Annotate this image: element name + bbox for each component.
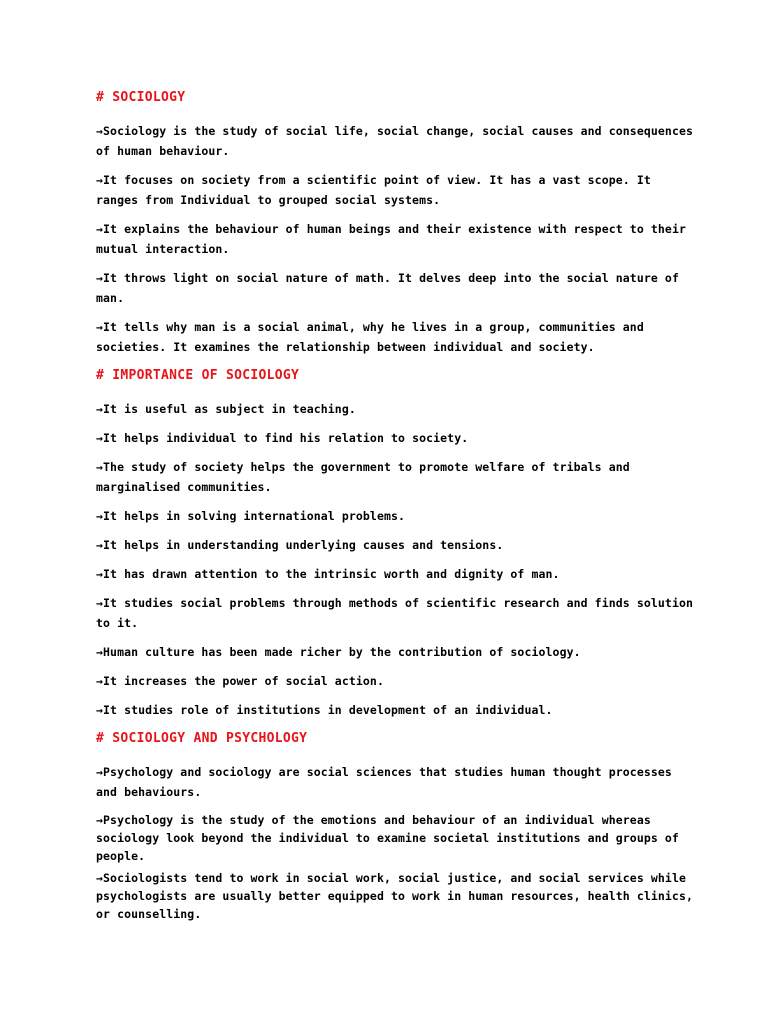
list-item: →It throws light on social nature of math. It delves deep into the social nature of man. <box>96 271 679 305</box>
arrow-icon: → <box>96 813 104 827</box>
arrow-icon: → <box>96 222 104 236</box>
list-item: →It focuses on society from a scientific point of view. It has a vast scope. It ranges from Individual to grouped social systems. <box>96 173 651 207</box>
arrow-icon: → <box>96 538 104 552</box>
list-item: →It helps individual to find his relation to society. <box>96 431 469 445</box>
arrow-icon: → <box>96 765 104 779</box>
list-item: →It is useful as subject in teaching. <box>96 402 356 416</box>
arrow-icon: → <box>96 674 104 688</box>
list-item: →It studies social problems through methods of scientific research and finds solution to it. <box>96 596 694 630</box>
arrow-icon: → <box>96 173 104 187</box>
arrow-icon: → <box>96 567 104 581</box>
arrow-icon: → <box>96 509 104 523</box>
arrow-icon: → <box>96 871 104 885</box>
arrow-icon: → <box>96 402 104 416</box>
list-item: →Sociologists tend to work in social work, social justice, and social services while psychologists are usually better equipped to work in human resources, health clinics, or counselling. <box>96 871 694 921</box>
arrow-icon: → <box>96 460 104 474</box>
list-item: →The study of society helps the government to promote welfare of tribals and marginalised communities. <box>96 460 630 494</box>
arrow-icon: → <box>96 271 104 285</box>
document-page <box>96 88 696 927</box>
list-item: →It explains the behaviour of human beings and their existence with respect to their mutual interaction. <box>96 222 686 256</box>
list-item: →It studies role of institutions in development of an individual. <box>96 703 553 717</box>
list-item: →Psychology and sociology are social sciences that studies human thought processes and behaviours. <box>96 765 672 799</box>
section-heading-importance: # IMPORTANCE OF SOCIOLOGY <box>96 368 300 383</box>
list-item: →Human culture has been made richer by the contribution of sociology. <box>96 645 581 659</box>
list-item: →Psychology is the study of the emotions and behaviour of an individual whereas sociology look beyond the individual to examine societal institutions and groups of people. <box>96 813 679 863</box>
arrow-icon: → <box>96 645 104 659</box>
list-item: →It increases the power of social action. <box>96 674 384 688</box>
arrow-icon: → <box>96 703 104 717</box>
arrow-icon: → <box>96 596 104 610</box>
section-heading-sociology-psychology: # SOCIOLOGY AND PSYCHOLOGY <box>96 731 308 746</box>
arrow-icon: → <box>96 431 104 445</box>
list-item: →It helps in understanding underlying causes and tensions. <box>96 538 504 552</box>
list-item: →Sociology is the study of social life, social change, social causes and consequences of human behaviour. <box>96 124 694 158</box>
arrow-icon: → <box>96 320 104 334</box>
list-item: →It tells why man is a social animal, why he lives in a group, communities and societies. It examines the relationship between individual and society. <box>96 320 644 354</box>
arrow-icon: → <box>96 124 104 138</box>
list-item: →It has drawn attention to the intrinsic worth and dignity of man. <box>96 567 560 581</box>
section-heading-sociology: # SOCIOLOGY <box>96 90 186 105</box>
list-item: →It helps in solving international problems. <box>96 509 406 523</box>
